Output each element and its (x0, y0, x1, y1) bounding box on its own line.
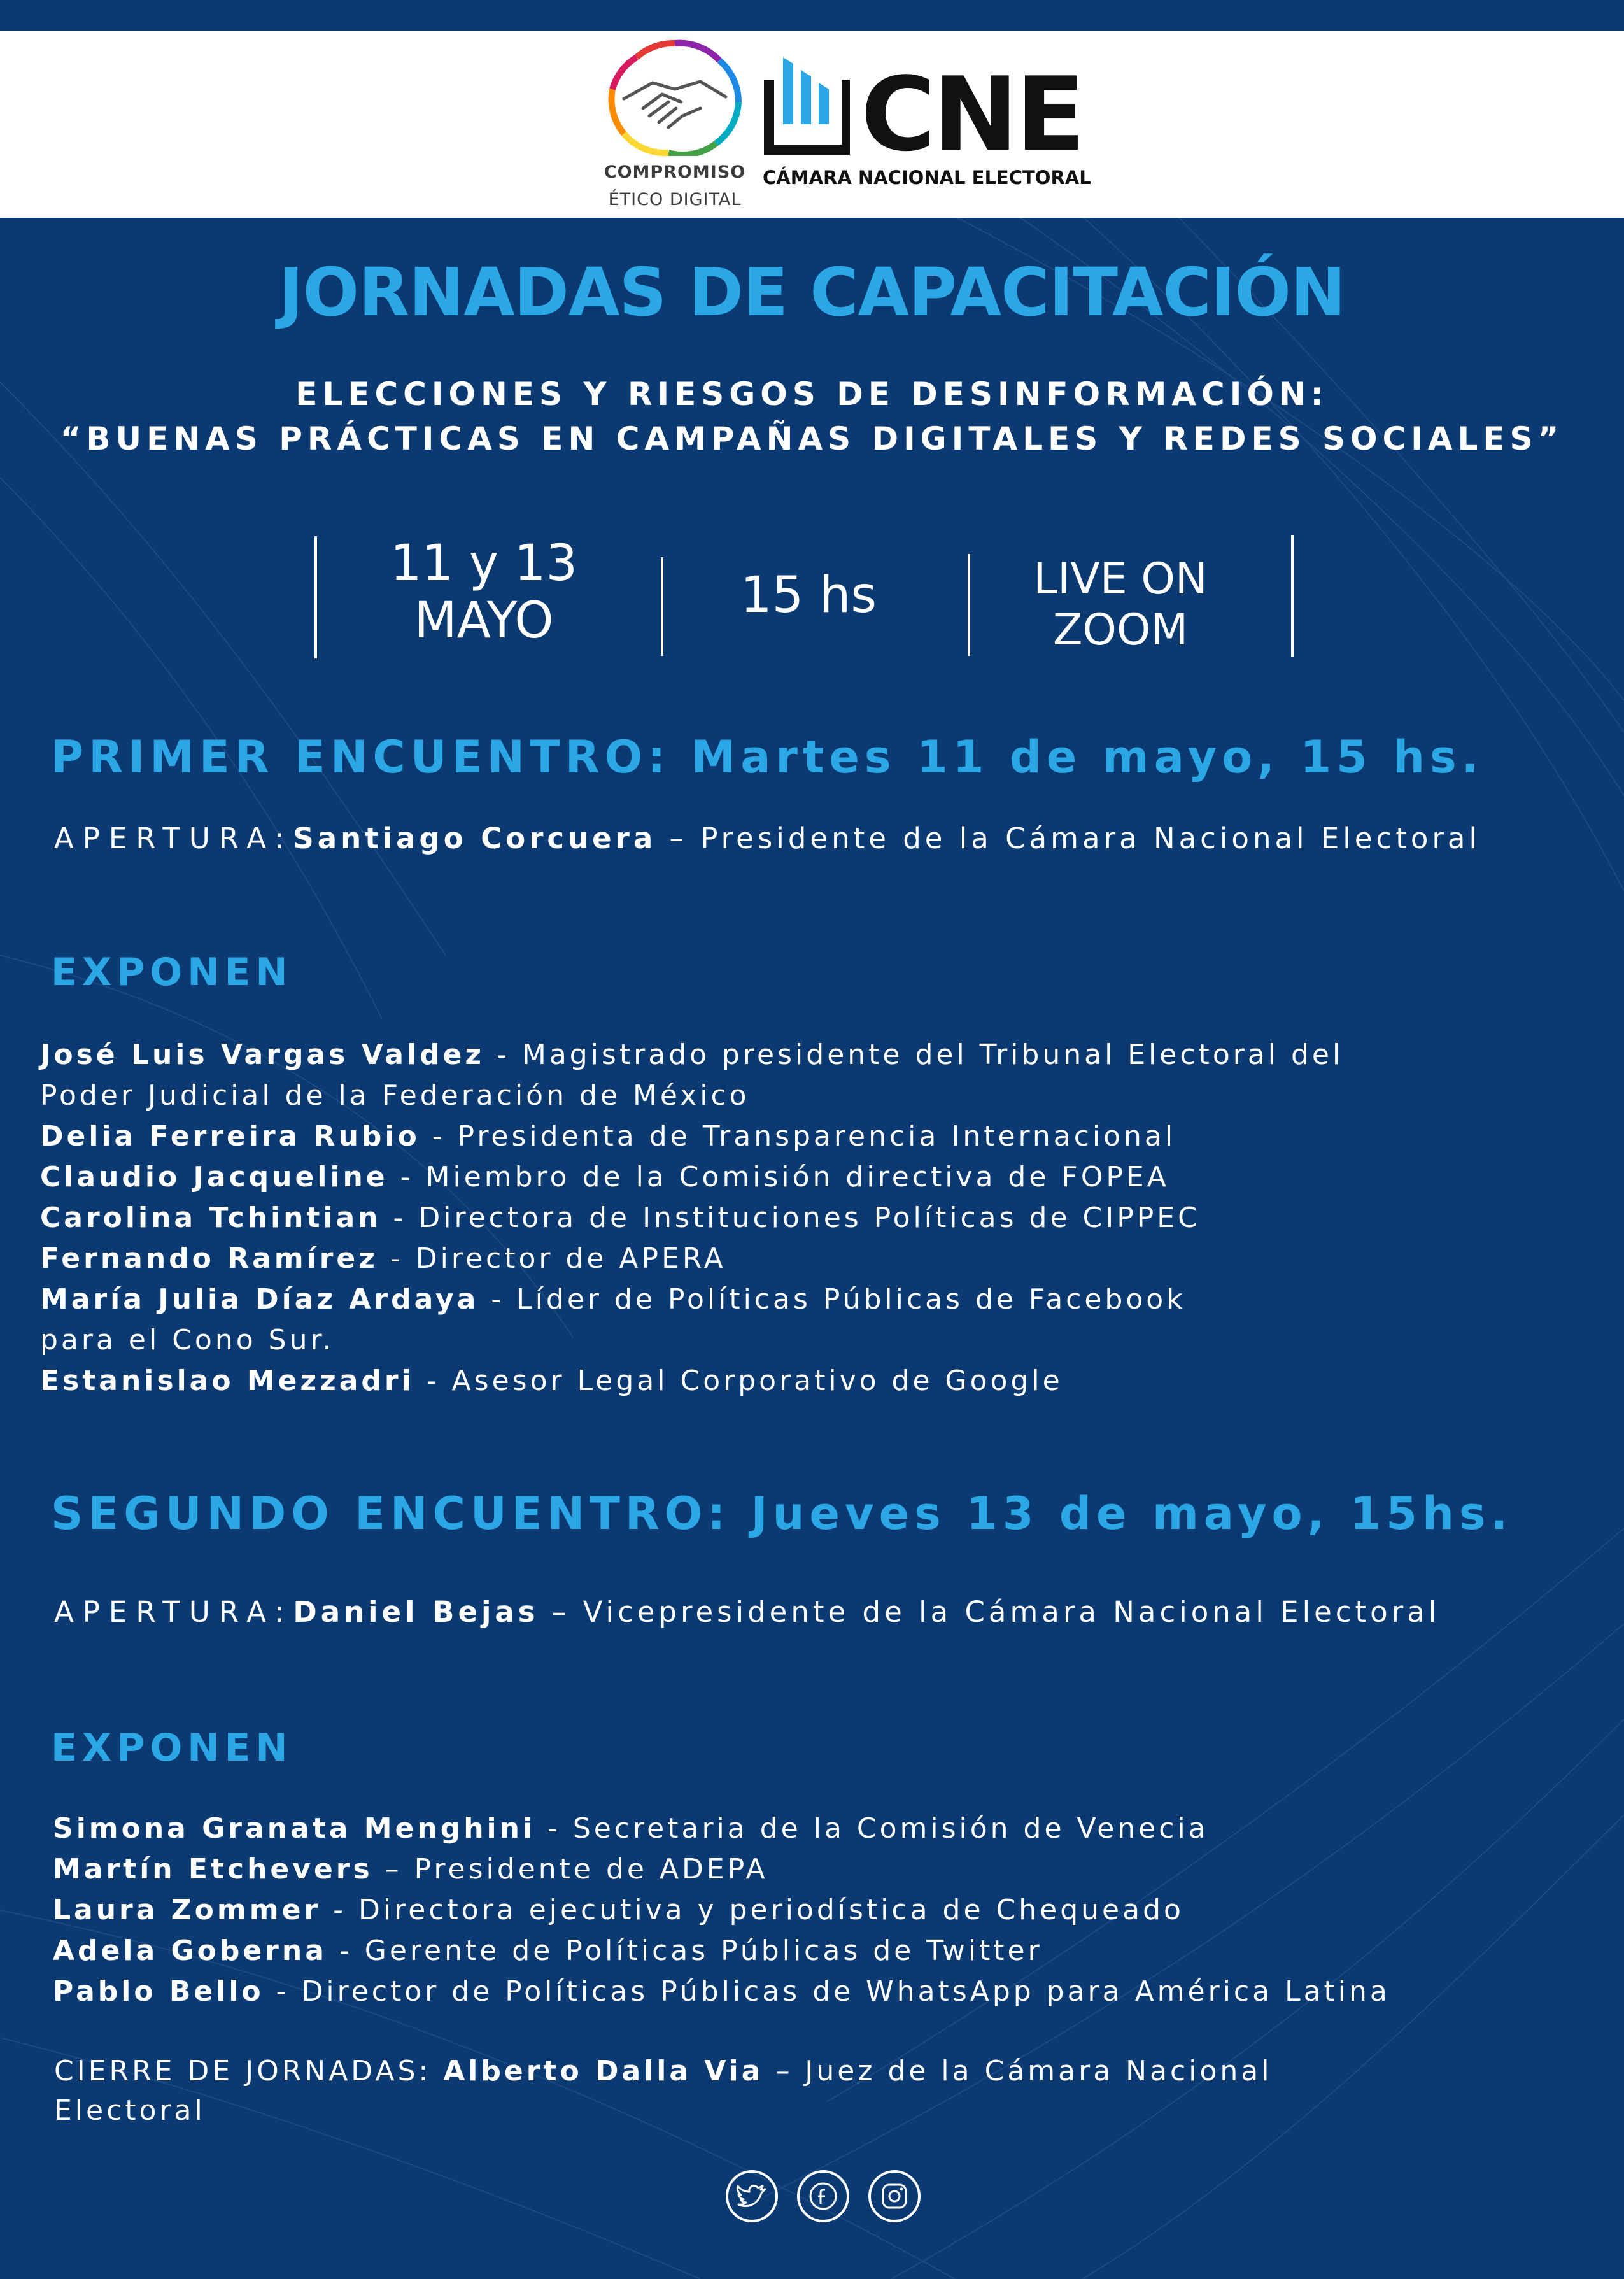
compromiso-logo-line2: ÉTICO DIGITAL (608, 190, 742, 209)
speaker-role: - Miembro de la Comisión directiva de FOPEA (388, 1161, 1169, 1193)
speaker-role: - Presidenta de Transparencia Internacional (420, 1120, 1176, 1153)
speaker (40, 1116, 1613, 1157)
speaker-role: - Asesor Legal Corporativo de Google (414, 1365, 1063, 1397)
twitter-icon[interactable] (724, 2169, 779, 2224)
event-info-row (0, 535, 1624, 662)
speaker-role: - Gerente de Políticas Públicas de Twitter (327, 1935, 1043, 1967)
speaker-name: José Luis Vargas Valdez (40, 1039, 484, 1071)
speaker-name: Delia Ferreira Rubio (40, 1120, 420, 1153)
apertura-name: Daniel Bejas (293, 1595, 539, 1629)
speaker-role: - Directora ejecutiva y periodística de Chequeado (321, 1894, 1184, 1926)
speaker-role: - Directora de Instituciones Políticas de CIPPEC (381, 1202, 1201, 1234)
main-title: JORNADAS DE CAPACITACIÓN (278, 253, 1346, 331)
event-date-line2: MAYO (414, 592, 554, 650)
speaker (40, 1361, 1613, 1402)
apertura-role: – Vicepresidente de la Cámara Nacional Electoral (539, 1595, 1441, 1629)
speaker (53, 1808, 1624, 1849)
second-apertura (54, 1595, 1440, 1629)
event-date-line1: 11 y 13 (390, 535, 578, 592)
speaker-name: Claudio Jacqueline (40, 1161, 388, 1193)
closing-remarks (54, 2052, 1272, 2131)
speaker-name: Estanislao Mezzadri (40, 1365, 414, 1397)
apertura-role: – Presidente de la Cámara Nacional Electoral (656, 821, 1481, 855)
apertura-name: Santiago Corcuera (293, 821, 657, 855)
speaker-name: María Julia Díaz Ardaya (40, 1283, 479, 1316)
closing-name: Alberto Dalla Via (443, 2055, 764, 2087)
compromiso-logo-line1: COMPROMISO (604, 162, 746, 182)
facebook-icon[interactable] (796, 2169, 851, 2224)
speaker-role: - Magistrado presidente del Tribunal Electoral del (484, 1039, 1344, 1071)
speaker-name: Pablo Bello (53, 1975, 264, 2008)
speaker (53, 1971, 1624, 2012)
subtitle-line1: ELECCIONES Y RIESGOS DE DESINFORMACIÓN: (295, 376, 1329, 413)
speaker (53, 1890, 1624, 1931)
divider (661, 557, 663, 656)
first-encounter-title: PRIMER ENCUENTRO: Martes 11 de mayo, 15 hs. (51, 731, 1484, 783)
compromiso-etico-digital-logo-icon (598, 38, 751, 156)
closing-label: CIERRE DE JORNADAS: (54, 2055, 444, 2087)
speaker (53, 1931, 1624, 1971)
speaker-role: – Presidente de ADEPA (372, 1853, 768, 1885)
first-exponen-heading: EXPONEN (51, 950, 293, 995)
speaker (40, 1198, 1613, 1239)
cne-mark-icon (764, 54, 850, 156)
divider (968, 554, 970, 656)
first-apertura (54, 821, 1481, 855)
top-strip (0, 0, 1624, 31)
divider (1291, 535, 1294, 657)
speaker-role: - Director de APERA (378, 1242, 726, 1275)
second-speakers-list (53, 1808, 1624, 2012)
speaker (40, 1239, 1613, 1279)
cne-logo-subtitle: CÁMARA NACIONAL ELECTORAL (763, 167, 1091, 188)
divider (314, 536, 317, 658)
speaker-name: Carolina Tchintian (40, 1202, 381, 1234)
speaker-role-cont: para el Cono Sur. (40, 1324, 335, 1356)
apertura-label: APERTURA: (54, 1595, 293, 1629)
subtitle-line2: “BUENAS PRÁCTICAS EN CAMPAÑAS DIGITALES Y REDES SOCIALES” (60, 420, 1564, 457)
second-encounter-title: SEGUNDO ENCUENTRO: Jueves 13 de mayo, 15hs. (51, 1487, 1513, 1540)
speaker-role: - Director de Políticas Públicas de WhatsApp para América Latina (264, 1975, 1390, 2008)
cne-logo-word: CNE (861, 55, 1083, 174)
speaker-name: Adela Goberna (53, 1935, 327, 1967)
speaker (40, 1035, 1613, 1116)
speaker-role-cont: Poder Judicial de la Federación de México (40, 1079, 750, 1112)
speaker-name: Laura Zommer (53, 1894, 321, 1926)
event-date (331, 535, 637, 650)
speaker (40, 1279, 1613, 1361)
speaker-role: - Líder de Políticas Públicas de Facebook (479, 1283, 1186, 1316)
speaker-name: Martín Etchevers (53, 1853, 373, 1885)
apertura-label: APERTURA: (54, 821, 293, 855)
second-exponen-heading: EXPONEN (51, 1726, 293, 1770)
event-time: 15 hs (740, 567, 877, 624)
instagram-icon[interactable] (867, 2169, 922, 2224)
closing-role: – Juez de la Cámara Nacional (763, 2055, 1273, 2087)
speaker-name: Fernando Ramírez (40, 1242, 378, 1275)
closing-role-cont: Electoral (54, 2094, 206, 2127)
event-platform-line1: LIVE ON (1033, 554, 1208, 604)
speaker (40, 1157, 1613, 1198)
speaker-name: Simona Granata Menghini (53, 1812, 536, 1845)
first-speakers-list (40, 1035, 1613, 1402)
event-platform (980, 554, 1260, 656)
speaker-role: - Secretaria de la Comisión de Venecia (535, 1812, 1209, 1845)
event-platform-line2: ZOOM (1052, 605, 1189, 655)
speaker (53, 1849, 1624, 1890)
